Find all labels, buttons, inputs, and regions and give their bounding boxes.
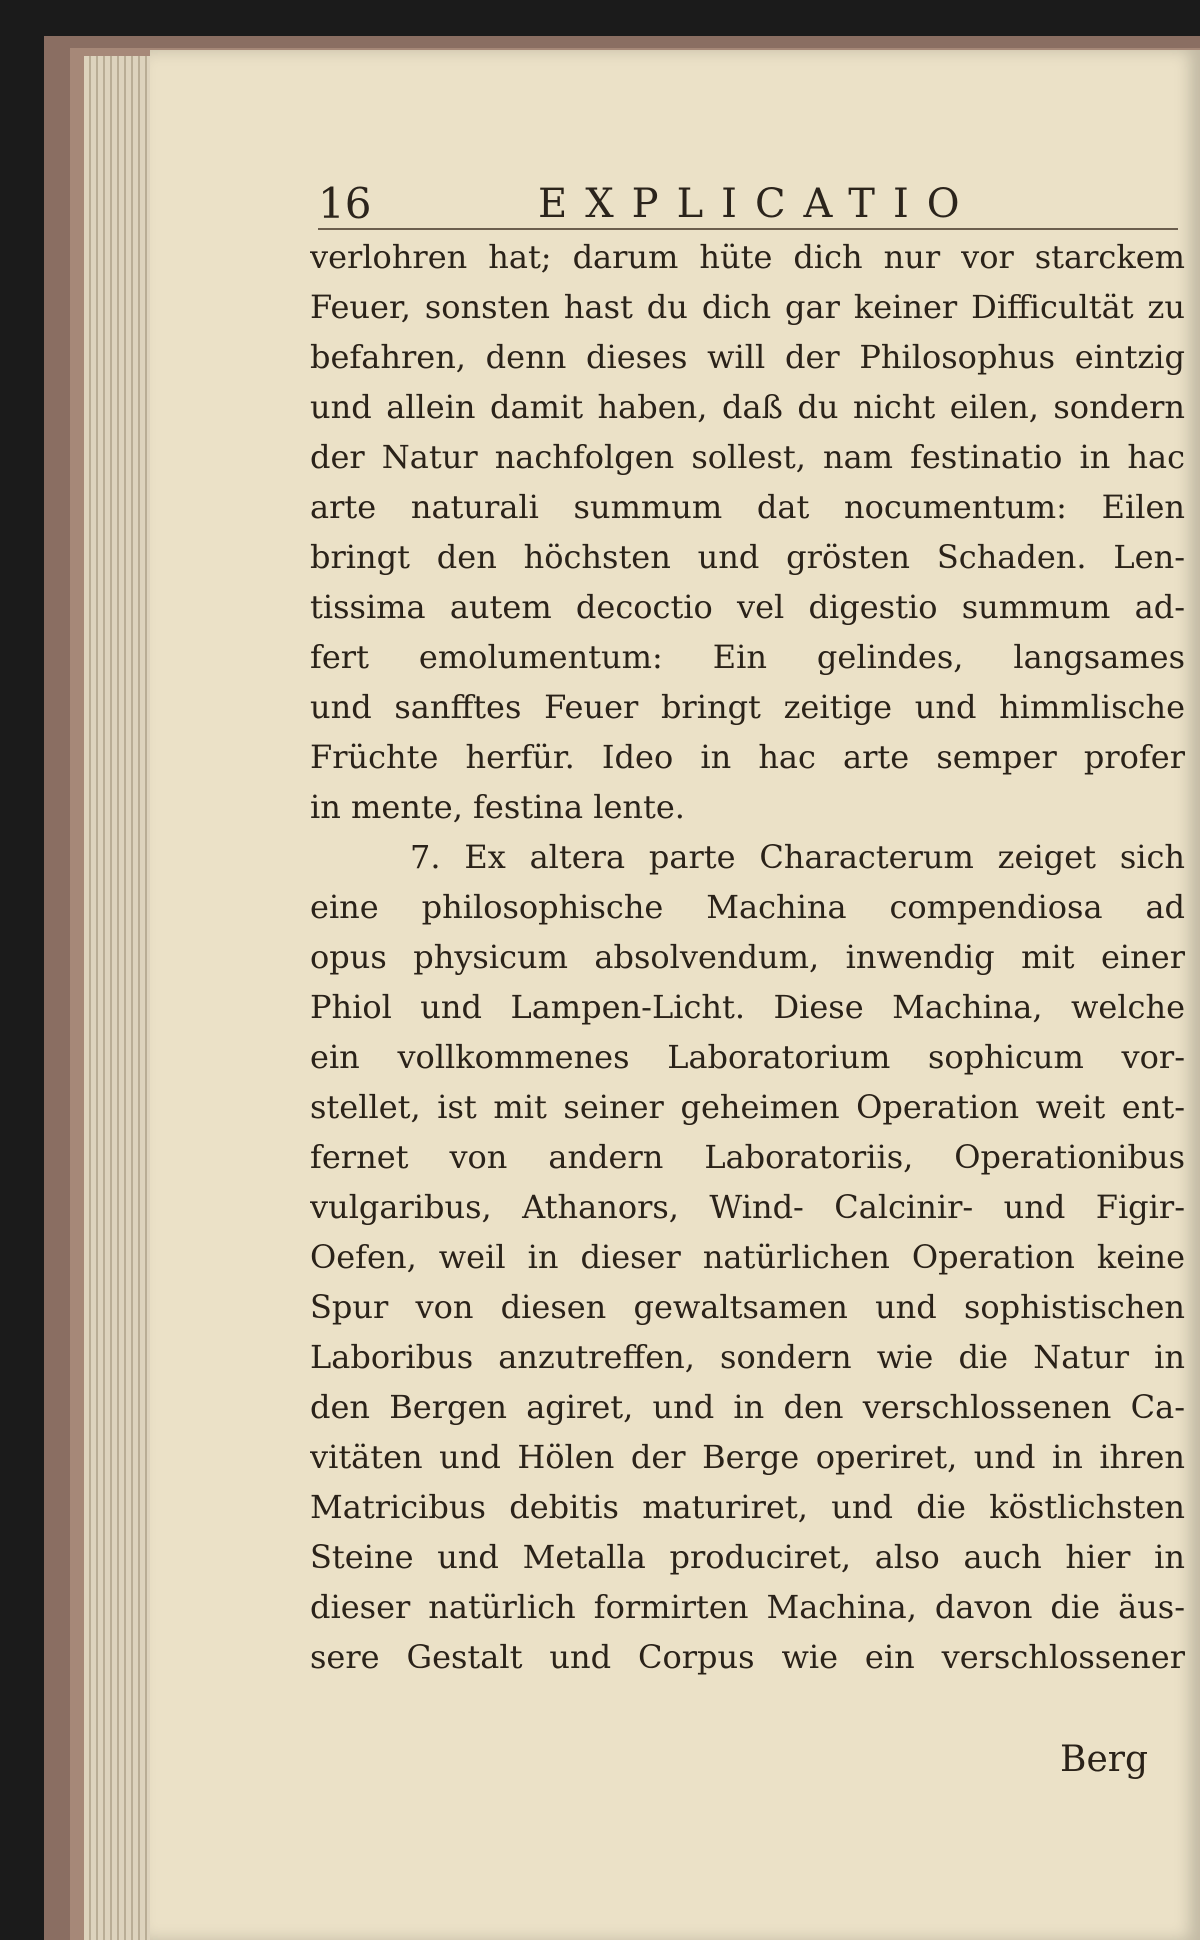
text-line: bringt den höchsten und grösten Schaden. Len- [310,538,1185,576]
text-line: den Bergen agiret, und in den verschlossenen Ca- [310,1388,1185,1426]
text-line: opus physicum absolvendum, inwendig mit einer [310,938,1185,976]
text-line: stellet, ist mit seiner geheimen Operation weit ent- [310,1088,1185,1126]
text-line: in mente, festina lente. [310,788,685,826]
text-line: sere Gestalt und Corpus wie ein verschlossener [310,1638,1185,1676]
paragraph-start-line: 7. Ex altera parte Characterum zeiget sich [410,838,1185,876]
text-line: Oefen, weil in dieser natürlichen Operation keine [310,1238,1185,1276]
text-line: tissima autem decoctio vel digestio summum ad- [310,588,1185,626]
text-line: der Natur nachfolgen sollest, nam festinatio in hac [310,438,1185,476]
page-number: 16 [318,179,372,228]
text-line: Laboribus anzutreffen, sondern wie die Natur in [310,1338,1185,1376]
page-header [318,176,1038,232]
text-line: und sanfftes Feuer bringt zeitige und himmlische [310,688,1185,726]
text-line: vulgaribus, Athanors, Wind- Calcinir- und Figir- [310,1188,1185,1226]
text-line: dieser natürlich formirten Machina, davon die äus- [310,1588,1185,1626]
text-line: Phiol und Lampen-Licht. Diese Machina, welche [310,988,1185,1026]
text-line: arte naturali summum dat nocumentum: Eilen [310,488,1185,526]
catchword: Berg [1060,1739,1149,1780]
text-line: Früchte herfür. Ideo in hac arte semper profer [310,738,1185,776]
text-line: Spur von diesen gewaltsamen und sophistischen [310,1288,1185,1326]
text-line: Matricibus debitis maturiret, und die köstlichsten [310,1488,1185,1526]
text-line: Steine und Metalla produciret, also auch hier in [310,1538,1185,1576]
text-line: und allein damit haben, daß du nicht eilen, sondern [310,388,1185,426]
text-line: verlohren hat; darum hüte dich nur vor starckem [310,238,1185,276]
running-title: EXPLICATIO [538,181,978,227]
header-rule [318,228,1178,230]
text-line: vitäten und Hölen der Berge operiret, und in ihren [310,1438,1185,1476]
text-line: befahren, denn dieses will der Philosophus eintzig [310,338,1185,376]
body-text [310,232,1185,1682]
text-line: fernet von andern Laboratoriis, Operationibus [310,1138,1185,1176]
text-line: ein vollkommenes Laboratorium sophicum vor- [310,1038,1185,1076]
text-line: fert emolumentum: Ein gelindes, langsames [310,638,1185,676]
text-line: eine philosophische Machina compendiosa ad [310,888,1185,926]
text-line: Feuer, sonsten hast du dich gar keiner Difficultät zu [310,288,1185,326]
